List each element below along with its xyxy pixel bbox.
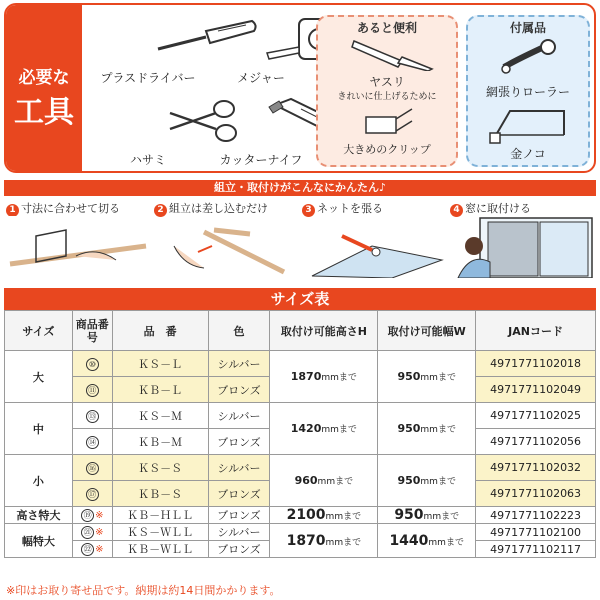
tool-cutter-label: カッターナイフ [219, 153, 303, 167]
tool-screwdriver-label: プラスドライバー [100, 71, 196, 85]
header-color: 色 [208, 311, 270, 351]
step-3-text: ネットを張る [317, 202, 383, 215]
cut-to-size-illustration [6, 216, 152, 278]
tool-tape-measure-label: メジャー [237, 71, 285, 85]
tool-cutter [206, 95, 316, 167]
header-item-no: 商品番号 [72, 311, 112, 351]
clip-label: 大きめのクリップ [343, 143, 431, 156]
step-4 [450, 200, 596, 280]
size-tall: 高さ特大 [5, 507, 73, 524]
file-rasp-note: きれいに仕上げるために [337, 92, 437, 102]
height-wide: 1870mmまで [270, 524, 378, 558]
height-tall: 2100mmまで [270, 507, 378, 524]
part-no: ＫＢ－Ｍ [112, 429, 208, 455]
item-no: ⑲ [81, 509, 94, 522]
header-part-no: 品 番 [112, 311, 208, 351]
height-small: 960mmまで [270, 455, 378, 507]
jan-code: 4971771102063 [476, 481, 596, 507]
size-wide: 幅特大 [5, 524, 73, 558]
required-tools-label-line2: 工具 [14, 95, 74, 130]
width-small: 950mmまで [378, 455, 476, 507]
tool-tape-measure [216, 13, 306, 85]
width-large: 950mmまで [378, 351, 476, 403]
attach-window-illustration [450, 216, 596, 278]
jan-code: 4971771102223 [476, 507, 596, 524]
part-no: ＫＢ－ＨＬＬ [112, 507, 208, 524]
step-1-text: 寸法に合わせて切る [21, 202, 120, 215]
item-no: ⑰ [86, 488, 99, 501]
color: シルバー [208, 351, 270, 377]
item-no: ⑪ [86, 384, 99, 397]
color: ブロンズ [208, 481, 270, 507]
step-1-number: 1 [6, 204, 19, 217]
jan-code: 4971771102049 [476, 377, 596, 403]
table-row [5, 403, 596, 429]
part-no: ＫＳ－Ｓ [112, 455, 208, 481]
jan-code: 4971771102032 [476, 455, 596, 481]
step-2 [154, 200, 300, 280]
size-table [4, 310, 596, 558]
accessories-title: 付属品 [509, 21, 546, 35]
nice-to-have-title: あると便利 [356, 21, 417, 35]
hacksaw-label: 金ノコ [510, 147, 546, 161]
accessories-box [466, 15, 590, 167]
table-row [5, 524, 596, 541]
order-mark: ※ [95, 510, 104, 521]
width-medium: 950mmまで [378, 403, 476, 455]
item-no: ⑬ [86, 410, 99, 423]
table-row [5, 507, 596, 524]
header-height: 取付け可能高さH [270, 311, 378, 351]
color: ブロンズ [208, 429, 270, 455]
jan-code: 4971771102117 [476, 541, 596, 558]
tool-screwdriver [90, 13, 206, 85]
required-tools-panel [4, 3, 596, 173]
part-no: ＫＳ－Ｌ [112, 351, 208, 377]
order-footnote: ※印はお取り寄せ品です。納期は約14日間かかります。 [6, 584, 281, 597]
item-no: ⑯ [86, 462, 99, 475]
tool-scissors-label: ハサミ [129, 153, 166, 167]
order-mark: ※ [95, 527, 104, 538]
table-row [5, 351, 596, 377]
part-no: ＫＢ－ＷＬＬ [112, 541, 208, 558]
height-large: 1870mmまで [270, 351, 378, 403]
item-no: ㉒ [81, 543, 94, 556]
color: シルバー [208, 524, 270, 541]
part-no: ＫＳ－ＷＬＬ [112, 524, 208, 541]
step-3-number: 3 [302, 204, 315, 217]
required-tools-label-line1: 必要な [18, 68, 70, 88]
steps-banner: 組立・取付けがこんなにかんたん♪ [4, 180, 596, 196]
color: シルバー [208, 455, 270, 481]
color: ブロンズ [208, 507, 270, 524]
part-no: ＫＢ－Ｓ [112, 481, 208, 507]
insert-assembly-illustration [154, 216, 300, 278]
size-medium: 中 [5, 403, 73, 455]
jan-code: 4971771102018 [476, 351, 596, 377]
header-jan: JANコード [476, 311, 596, 351]
step-4-number: 4 [450, 204, 463, 217]
step-1 [6, 200, 152, 280]
order-mark: ※ [95, 544, 104, 555]
header-width: 取付け可能幅W [378, 311, 476, 351]
step-2-text: 組立は差し込むだけ [169, 202, 268, 215]
jan-code: 4971771102025 [476, 403, 596, 429]
hacksaw-icon [488, 105, 572, 145]
part-no: ＫＢ－Ｌ [112, 377, 208, 403]
color: ブロンズ [208, 541, 270, 558]
nice-to-have-box [316, 15, 458, 167]
table-row [5, 455, 596, 481]
color: ブロンズ [208, 377, 270, 403]
width-wide: 1440mmまで [378, 524, 476, 558]
required-tools-label [6, 5, 82, 171]
tool-scissors [90, 95, 206, 167]
size-large: 大 [5, 351, 73, 403]
step-2-number: 2 [154, 204, 167, 217]
size-table-title: サイズ表 [4, 288, 596, 310]
step-4-text: 窓に取付ける [465, 202, 531, 215]
jan-code: 4971771102100 [476, 524, 596, 541]
jan-code: 4971771102056 [476, 429, 596, 455]
item-no: ⑭ [86, 436, 99, 449]
screen-roller-label: 網張りローラー [485, 85, 570, 99]
header-size: サイズ [5, 311, 73, 351]
color: シルバー [208, 403, 270, 429]
part-no: ＫＳ－Ｍ [112, 403, 208, 429]
item-no: ⑩ [86, 358, 99, 371]
file-rasp-icon [348, 35, 438, 71]
screen-roller-icon [498, 37, 562, 81]
size-small: 小 [5, 455, 73, 507]
file-rasp-label: ヤスリ [369, 75, 405, 89]
height-medium: 1420mmまで [270, 403, 378, 455]
step-3 [302, 200, 448, 280]
width-tall: 950mmまで [378, 507, 476, 524]
clip-icon [362, 105, 416, 137]
size-table-header-row [5, 311, 596, 351]
stretch-net-illustration [302, 216, 448, 278]
item-no: ㉑ [81, 526, 94, 539]
